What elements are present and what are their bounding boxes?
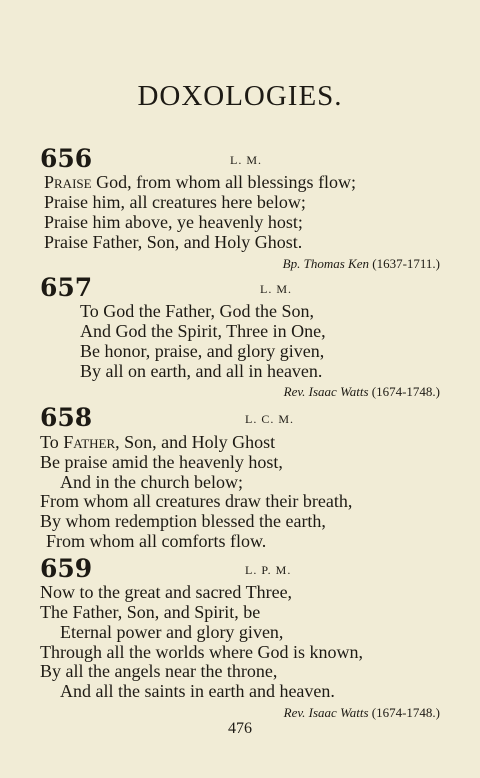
verse-line	[40, 432, 275, 452]
attribution	[284, 705, 440, 721]
hymn-header	[40, 144, 440, 172]
verse-line: By whom redemption blessed the earth,	[40, 511, 326, 531]
verse-line: Praise him above, ye heavenly host;	[44, 212, 303, 232]
verse-line: Through all the worlds where God is known,	[40, 642, 363, 662]
first-word: Father	[63, 432, 116, 452]
verse-line: From whom all creatures draw their breath,	[40, 491, 353, 511]
author-name: Bp. Thomas Ken	[282, 256, 369, 271]
verse-line: And in the church below;	[60, 472, 243, 492]
verse-line: By all the angels near the throne,	[40, 661, 278, 681]
hymn-header	[40, 554, 440, 582]
verse-line	[44, 172, 356, 192]
hymn-number: 657	[40, 273, 93, 302]
line-text: God, from whom all blessings flow;	[91, 172, 357, 192]
attribution	[283, 256, 440, 272]
verse-line: And all the saints in earth and heaven.	[60, 681, 335, 701]
verse-line: And God the Spirit, Three in One,	[80, 321, 326, 341]
author-dates: (1637-1711.)	[372, 256, 440, 271]
hymn-number: 659	[40, 554, 93, 583]
hymn-number: 656	[40, 144, 93, 173]
hymn-meter: L. M.	[260, 282, 292, 296]
hymn-number: 658	[40, 403, 93, 432]
hymn-meter: L. C. M.	[245, 412, 295, 426]
hymn-meter: L. P. M.	[245, 563, 292, 577]
line-prefix: To	[40, 432, 64, 452]
verse-line: From whom all comforts flow.	[46, 531, 267, 551]
verse-line: Be honor, praise, and glory given,	[80, 341, 325, 361]
verse-line: Praise Father, Son, and Holy Ghost.	[44, 232, 303, 252]
hymn-header	[40, 273, 440, 301]
page-number: 476	[228, 720, 252, 737]
author-dates: (1674-1748.)	[371, 384, 440, 399]
verse-line: By all on earth, and all in heaven.	[80, 361, 323, 381]
first-word: Praise	[44, 172, 92, 192]
page-title: DOXOLOGIES.	[137, 80, 343, 112]
author-name: Rev. Isaac Watts	[283, 384, 369, 399]
hymn-header	[40, 403, 440, 431]
verse-line: To God the Father, God the Son,	[80, 301, 314, 321]
attribution	[284, 384, 440, 400]
verse-line: Eternal power and glory given,	[60, 622, 284, 642]
hymn-meter: L. M.	[230, 153, 262, 167]
verse-line: Be praise amid the heavenly host,	[40, 452, 283, 472]
line-text: , Son, and Holy Ghost	[115, 432, 276, 452]
author-dates: (1674-1748.)	[371, 705, 440, 720]
verse-line: Now to the great and sacred Three,	[40, 582, 293, 602]
verse-line: The Father, Son, and Spirit, be	[40, 602, 261, 622]
verse-line: Praise him, all creatures here below;	[44, 192, 306, 212]
author-name: Rev. Isaac Watts	[283, 705, 369, 720]
